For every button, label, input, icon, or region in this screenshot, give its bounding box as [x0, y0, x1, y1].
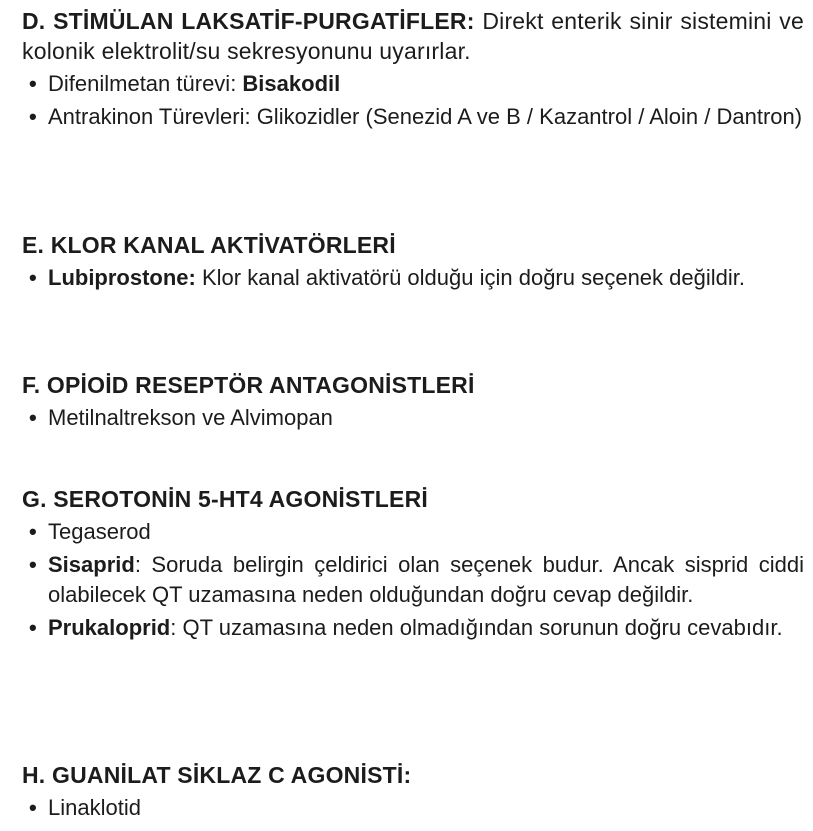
section-e-list	[22, 263, 804, 293]
item-term: Sisaprid	[48, 552, 135, 577]
bullet-icon: •	[29, 104, 37, 129]
item-text: : QT uzamasına neden olmadığından sorunun doğru cevabıdır.	[170, 615, 783, 640]
bullet-icon: •	[29, 71, 37, 96]
list-item	[22, 793, 804, 823]
section-d-title: D. STİMÜLAN LAKSATİF-PURGATİFLER:	[22, 8, 475, 34]
item-term: Lubiprostone:	[48, 265, 196, 290]
bullet-icon: •	[29, 519, 37, 544]
bullet-icon: •	[29, 405, 37, 430]
section-d	[22, 6, 804, 132]
section-f-list	[22, 403, 804, 433]
list-item	[22, 517, 804, 547]
list-item	[22, 69, 804, 99]
section-h-list	[22, 793, 804, 823]
section-g-list	[22, 517, 804, 643]
bullet-icon: •	[29, 552, 37, 577]
item-term: Bisakodil	[242, 71, 341, 96]
section-e	[22, 230, 804, 293]
item-text: : Soruda belirgin çeldirici olan seçenek budur. Ancak sisprid ciddi olabilecek QT uzamasına neden olduğundan doğru cevap değildir.	[48, 552, 804, 607]
list-item	[22, 403, 804, 433]
section-f	[22, 370, 804, 433]
bullet-icon: •	[29, 795, 37, 820]
section-d-intro: Direkt enterik sinir sistemini ve kolonik elektrolit/su sekresyonunu uyarırlar.	[22, 8, 804, 64]
section-f-title: F. OPİOİD RESEPTÖR ANTAGONİSTLERİ	[22, 372, 475, 398]
section-h-title: H. GUANİLAT SİKLAZ C AGONİSTİ:	[22, 762, 412, 788]
item-prefix: Antrakinon Türevleri: Glikozidler (Senezid A ve B / Kazantrol / Aloin / Dantron)	[48, 104, 803, 129]
section-h	[22, 760, 804, 823]
section-e-title: E. KLOR KANAL AKTİVATÖRLERİ	[22, 232, 396, 258]
list-item	[22, 263, 804, 293]
item-prefix: Tegaserod	[48, 519, 151, 544]
section-d-heading	[22, 6, 804, 66]
item-prefix: Linaklotid	[48, 795, 141, 820]
list-item	[22, 613, 804, 643]
section-g-title: G. SEROTONİN 5-HT4 AGONİSTLERİ	[22, 486, 428, 512]
item-text: Klor kanal aktivatörü olduğu için doğru seçenek değildir.	[195, 265, 745, 290]
section-d-list	[22, 69, 804, 132]
list-item	[22, 102, 804, 132]
bullet-icon: •	[29, 265, 37, 290]
item-prefix: Difenilmetan türevi:	[48, 71, 243, 96]
item-term: Prukaloprid	[48, 615, 171, 640]
bullet-icon: •	[29, 615, 37, 640]
list-item	[22, 550, 804, 610]
section-g	[22, 484, 804, 643]
item-prefix: Metilnaltrekson ve Alvimopan	[48, 405, 333, 430]
